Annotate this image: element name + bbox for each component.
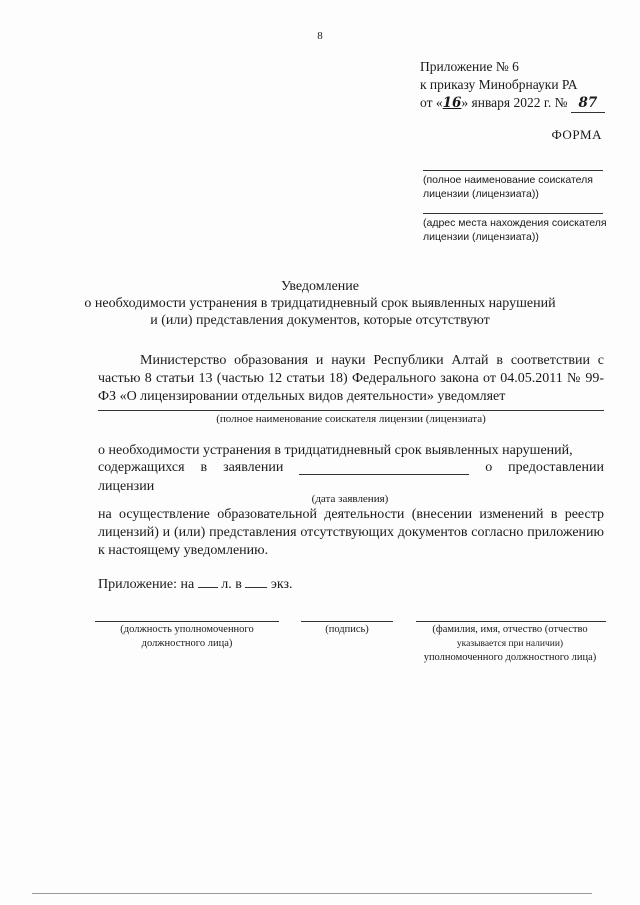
date-caption: (дата заявления) — [311, 493, 389, 505]
licensee-caption: (полное наименование соискателя лицензии (лицензиата) — [216, 413, 486, 425]
signature-caption: (подпись) — [325, 624, 369, 635]
licensee-line — [98, 410, 604, 411]
form-label: ФОРМА — [551, 127, 602, 142]
position-line — [95, 621, 279, 622]
annex-line-3: от «16» января 2022 г. № 87 — [420, 94, 605, 113]
addressee-name-line — [423, 170, 603, 171]
paragraph-3: на осуществление образовательной деятельности (внесении изменений в реестр лицензий) и (или) представления отсутствующих документов согласно приложению к настоящему уведомлению. — [98, 507, 604, 558]
addressee-address-caption: (адрес места нахождения соискателя лицензии (лицензиата)) — [423, 217, 607, 243]
title-line-3: и (или) представления документов, которые отсутствуют — [150, 313, 490, 328]
paragraph-2-line-3: лицензии — [98, 479, 155, 494]
addressee-name-caption: (полное наименование соискателя лицензии (лицензиата)) — [423, 174, 593, 200]
scan-edge-line — [32, 893, 592, 894]
paragraph-2-line-2: содержащихся в заявлении о предоставлении — [98, 460, 604, 475]
title-line-1: Уведомление — [280, 279, 359, 294]
annex-line-1: Приложение № 6 — [420, 59, 519, 74]
fio-line — [416, 621, 606, 622]
signature-line — [301, 621, 393, 622]
page-number: 8 — [317, 30, 323, 42]
handwritten-day: 16 — [442, 95, 462, 111]
title-line-2: о необходимости устранения в тридцатидневный срок выявленных нарушений — [84, 296, 556, 311]
attachment-line: Приложение: на л. в экз. — [98, 574, 293, 593]
application-date-blank — [299, 460, 469, 475]
paragraph-2-line-1: о необходимости устранения в тридцатидневный срок выявленных нарушений, — [98, 443, 573, 458]
handwritten-order-number: 87 — [571, 94, 605, 113]
annex-block — [420, 58, 605, 113]
annex-line-2: к приказу Минобрнауки РА — [420, 77, 578, 92]
copies-blank — [245, 574, 267, 588]
sheets-blank — [198, 574, 218, 588]
fio-caption: (фамилия, имя, отчество (отчество указывается при наличии) уполномоченного должностного лица) — [423, 624, 597, 663]
position-caption: (должность уполномоченного должностного лица) — [120, 624, 254, 649]
paragraph-1: Министерство образования и науки Республики Алтай в соответствии с частью 8 статьи 13 (частью 12 статьи 18) Федерального закона от 04.05.2011 № 99-ФЗ «О лицензировании отдельных видов деятельности» уведомляет — [98, 353, 604, 404]
notice-title — [60, 278, 580, 329]
addressee-address-line — [423, 213, 603, 214]
